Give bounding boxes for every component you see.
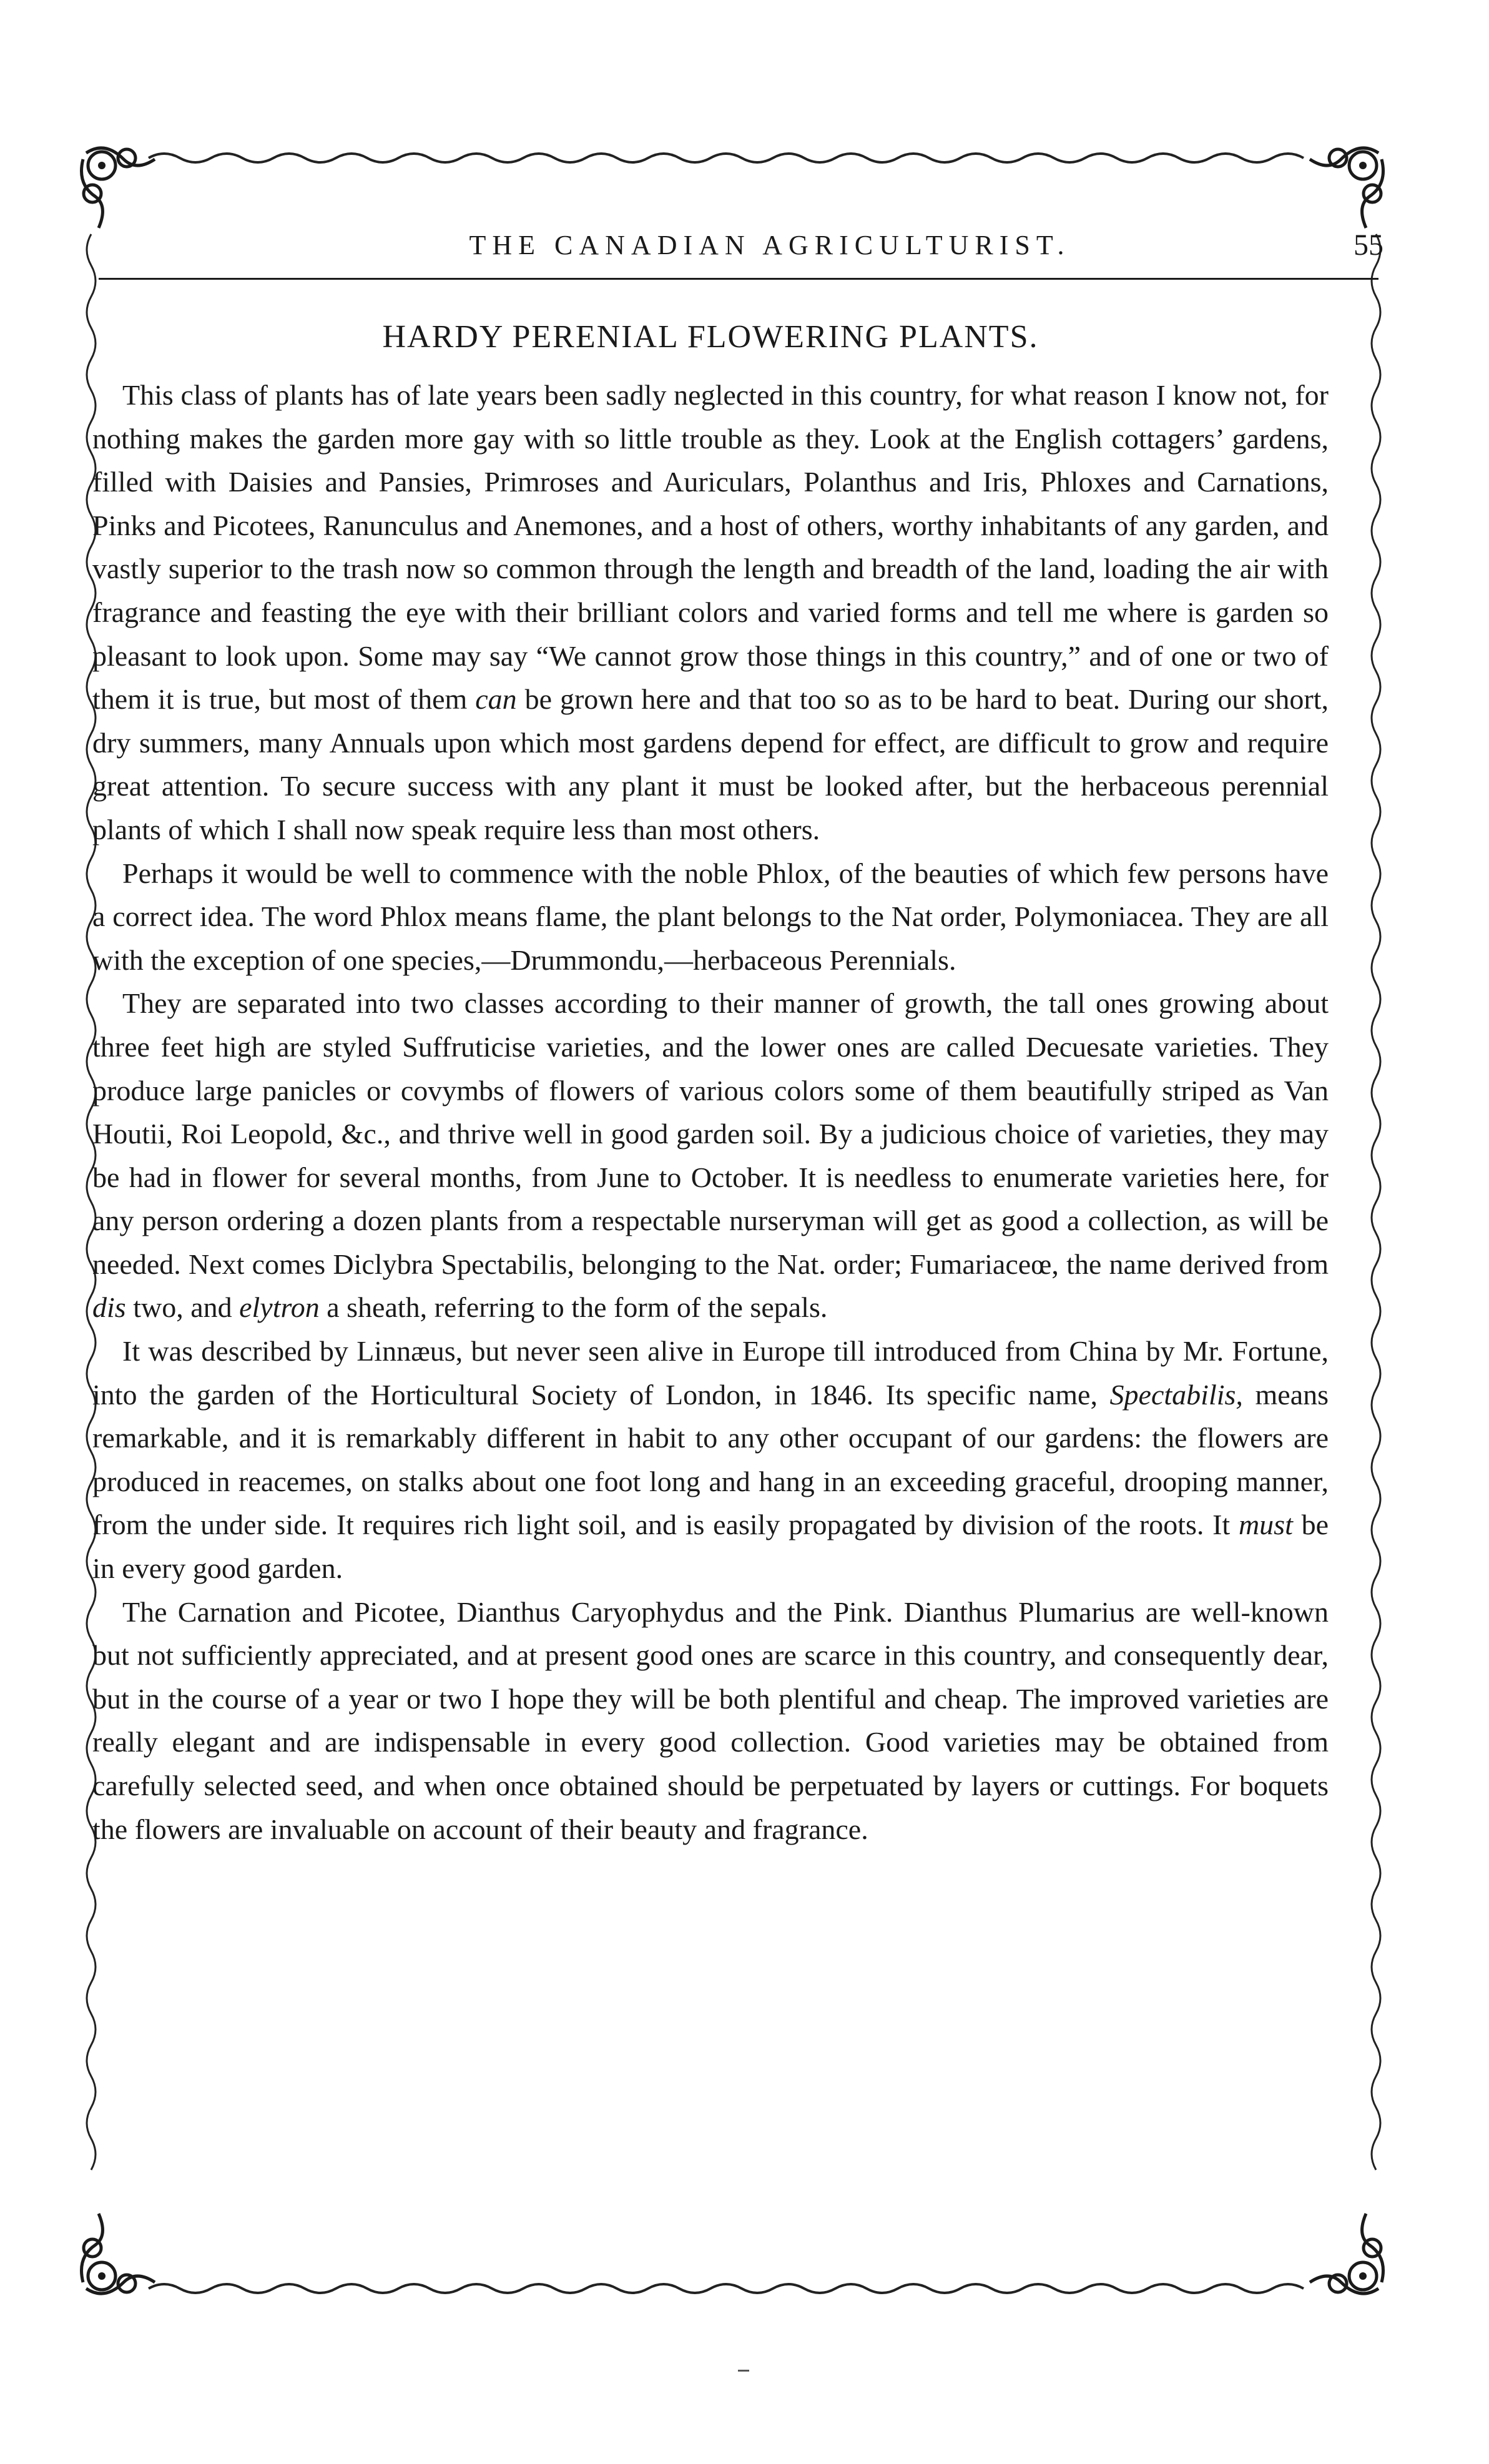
paragraph <box>92 982 1329 1329</box>
text-run: means remarkable, and it is remarkably different in habit to any other occupant of our gardens: the flowers are produced in reacemes, on stalks about one foot long and hang in an exceeding graceful, drooping manner, from the under side. It requires rich light soil, and is easily propagated by division of the roots. It <box>92 1378 1329 1541</box>
text-run: a sheath, referring to the form of the sepals. <box>327 1291 828 1324</box>
text-run: be grown here and that too so as to be hard to beat. During our short, dry summers, many Annuals upon which most gardens depend for effect, are difficult to grow and require great attention. To secure success with any plant it must be looked after, but the herbaceous perennial plants of which I shall now speak require less than most others. <box>92 683 1329 845</box>
paragraph <box>92 373 1329 852</box>
emphasis: Spectabilis, <box>1109 1378 1243 1411</box>
header-rule <box>99 278 1378 280</box>
page-frame <box>74 140 1391 2301</box>
text-run: This class of plants has of late years been sadly neglected in this country, for what reason I know not, for nothing makes the garden more gay with so little trouble as they. Look at the English cottagers’ gardens, filled with Daisies and Pansies, Primroses and Auriculars, Polanthus and Iris, Phloxes and Carnations, Pinks and Picotees, Ranunculus and Anemones, and a host of others, worthy inhabitants of any garden, and vastly superior to the trash now so common through the length and breadth of the land, loading the air with fragrance and feasting the eye with their brilliant colors and varied forms and tell me where is garden so pleasant to look upon. Some may say “We cannot grow those things in this country,” and of one or two of them it is true, but most of them <box>92 379 1329 716</box>
text-run: Perhaps it would be well to commence with the noble Phlox, of the beauties of which few persons have a correct idea. The word Phlox means flame, the plant belongs to the Nat order, Polymoniacea. They are all with the exception of one species,—Drummondu,—herbaceous Perennials. <box>92 857 1329 976</box>
text-run: The Carnation and Picotee, Dianthus Caryophydus and the Pink. Dianthus Plumarius are well-known but not sufficiently appreciated, and at present good ones are scarce in this country, and consequently dear, but in the course of a year or two I hope they will be both plentiful and cheap. The improved varieties are really elegant and are indispensable in every good collection. Good varieties may be obtained from carefully selected seed, and when once obtained should be perpetuated by layers or cuttings. For boquets the flowers are invaluable on account of their beauty and fragrance. <box>92 1595 1329 1845</box>
article <box>92 312 1329 1851</box>
text-run: It was described by Linnæus, but never seen alive in Europe till introduced from China by Mr. Fortune, into the garden of the Horticultural Society of London, in 1846. Its specific name, <box>92 1335 1329 1411</box>
emphasis: dis <box>92 1291 126 1324</box>
emphasis: elytron <box>239 1291 320 1324</box>
text-run: They are separated into two classes according to their manner of growth, the tall ones growing about three feet high are styled Suffruticise varieties, and the lower ones are called Decuesate varieties. They produce large panicles or covymbs of flowers of various colors some of them beautifully striped as Van Houtii, Roi Leopold, &c., and thrive well in good garden soil. By a judicious choice of varieties, they may be had in flower for several months, from June to October. It is needless to enumerate varieties here, for any person ordering a dozen plants from a respectable nurseryman will get as good a collection, as will be needed. Next comes Diclybra Spectabilis, belonging to the Nat. order; Fumariaceœ, the name derived from <box>92 987 1329 1280</box>
running-head <box>149 215 1391 284</box>
article-title: HARDY PERENIAL FLOWERING PLANTS. <box>382 319 1039 355</box>
running-title: THE CANADIAN AGRICULTURIST. <box>469 230 1071 260</box>
paragraph <box>92 852 1329 982</box>
text-run: be in every good garden. <box>92 1509 1329 1585</box>
paragraph <box>92 1590 1329 1851</box>
paragraph <box>92 1329 1329 1590</box>
emphasis: must <box>1238 1509 1293 1541</box>
footer-mark <box>738 2370 749 2372</box>
emphasis: can <box>475 683 517 716</box>
text-run: two, and <box>133 1291 232 1324</box>
page-number: 55 <box>1354 229 1383 262</box>
